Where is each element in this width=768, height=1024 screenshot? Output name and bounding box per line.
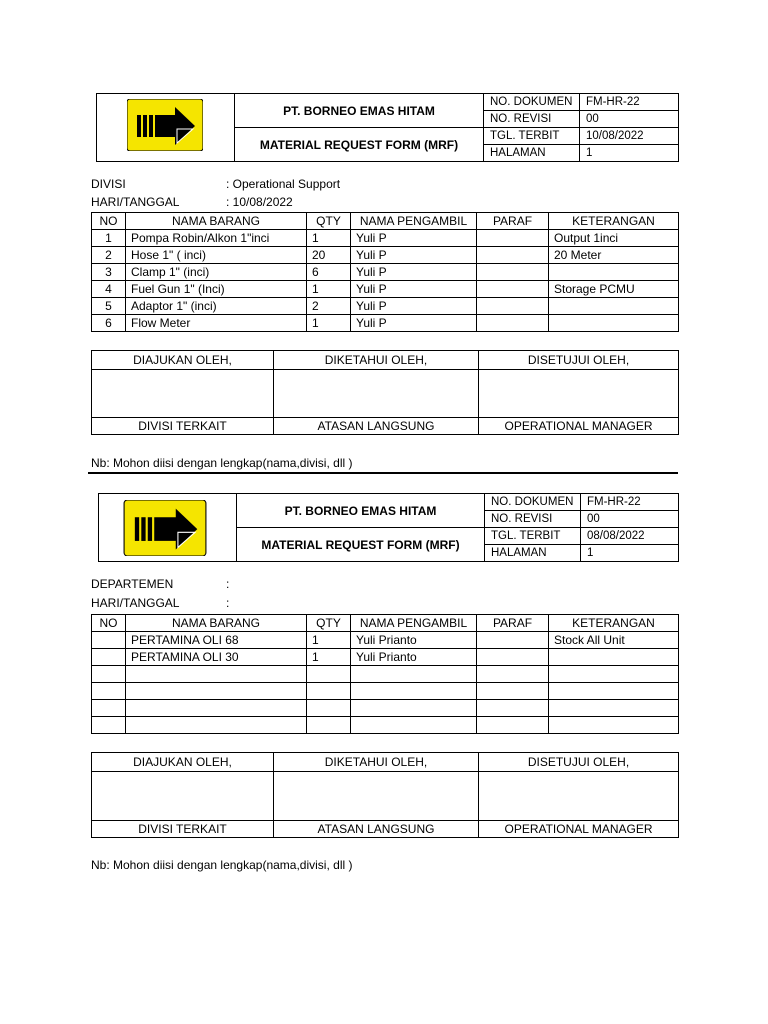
column-header: NO [92,615,126,632]
meta-value: 10/08/2022 [580,128,679,145]
signature-table [91,752,679,838]
table-row [92,315,679,332]
cell-note [549,666,679,683]
cell-no: 3 [92,264,126,281]
form-separator [88,472,678,474]
column-header: QTY [307,213,351,230]
cell-note [549,264,679,281]
cell-item: Pompa Robin/Alkon 1"inci [126,230,307,247]
cell-qty: 1 [307,281,351,298]
form-note: Nb: Mohon diisi dengan lengkap(nama,divisi, dll ) [91,456,353,470]
signature-space [479,370,679,418]
cell-item: Adaptor 1" (inci) [126,298,307,315]
info-label: HARI/TANGGAL [91,596,180,610]
cell-taker: Yuli P [351,247,477,264]
signature-role: OPERATIONAL MANAGER [479,821,679,838]
logo-cell [99,494,237,562]
cell-note [549,298,679,315]
signature-role: DIVISI TERKAIT [92,821,274,838]
cell-item: PERTAMINA OLI 68 [126,632,307,649]
cell-qty: 1 [307,649,351,666]
meta-value: 08/08/2022 [581,528,679,545]
cell-note [549,683,679,700]
table-row [92,683,679,700]
cell-no [92,632,126,649]
cell-no: 5 [92,298,126,315]
cell-note: Stock All Unit [549,632,679,649]
cell-item: Fuel Gun 1" (Inci) [126,281,307,298]
cell-item: Clamp 1" (inci) [126,264,307,281]
cell-paraf [477,700,549,717]
signature-role: ATASAN LANGSUNG [274,821,479,838]
form-title: MATERIAL REQUEST FORM (MRF) [235,128,484,162]
cell-no: 1 [92,230,126,247]
info-label: DEPARTEMEN [91,577,174,591]
signature-space [479,772,679,821]
cell-no [92,700,126,717]
column-header: KETERANGAN [549,615,679,632]
cell-taker [351,700,477,717]
cell-paraf [477,666,549,683]
company-name: PT. BORNEO EMAS HITAM [235,94,484,128]
table-row [92,298,679,315]
cell-taker [351,717,477,734]
cell-taker: Yuli Prianto [351,649,477,666]
cell-item: Flow Meter [126,315,307,332]
form-note: Nb: Mohon diisi dengan lengkap(nama,divisi, dll ) [91,858,353,872]
company-logo-icon [123,500,207,556]
meta-value: 1 [580,145,679,162]
cell-qty [307,666,351,683]
cell-paraf [477,298,549,315]
cell-note [549,649,679,666]
cell-paraf [477,264,549,281]
meta-label: NO. REVISI [485,511,581,528]
cell-paraf [477,247,549,264]
table-row [92,717,679,734]
table-row [92,666,679,683]
cell-qty: 1 [307,315,351,332]
table-header-row [92,615,679,632]
cell-qty: 1 [307,632,351,649]
signature-header: DISETUJUI OLEH, [479,351,679,370]
signature-header: DIAJUKAN OLEH, [92,351,274,370]
cell-no [92,683,126,700]
signature-space [92,772,274,821]
cell-no: 6 [92,315,126,332]
meta-label: TGL. TERBIT [484,128,580,145]
column-header: QTY [307,615,351,632]
meta-label: NO. DOKUMEN [485,494,581,511]
column-header: NO [92,213,126,230]
cell-item [126,666,307,683]
cell-paraf [477,315,549,332]
table-row [92,632,679,649]
cell-taker: Yuli P [351,264,477,281]
info-value: : 10/08/2022 [226,195,293,209]
meta-value: FM-HR-22 [580,94,679,111]
info-value: : [226,596,230,610]
table-row [92,230,679,247]
cell-no [92,666,126,683]
info-label: HARI/TANGGAL [91,195,180,209]
signature-header: DIAJUKAN OLEH, [92,753,274,772]
table-header-row [92,213,679,230]
table-row [92,247,679,264]
items-table [91,212,679,332]
meta-label: HALAMAN [484,145,580,162]
meta-value: FM-HR-22 [581,494,679,511]
cell-qty [307,717,351,734]
cell-taker [351,683,477,700]
signature-header: DIKETAHUI OLEH, [274,351,479,370]
cell-paraf [477,230,549,247]
cell-qty [307,683,351,700]
cell-paraf [477,632,549,649]
info-value: : Operational Support [226,177,341,191]
cell-taker: Yuli Prianto [351,632,477,649]
signature-table [91,350,679,435]
column-header: PARAF [477,213,549,230]
cell-item [126,683,307,700]
company-name: PT. BORNEO EMAS HITAM [237,494,485,528]
column-header: PARAF [477,615,549,632]
cell-taker: Yuli P [351,230,477,247]
cell-qty: 1 [307,230,351,247]
meta-value: 00 [581,511,679,528]
cell-note [549,717,679,734]
cell-qty: 20 [307,247,351,264]
cell-item [126,717,307,734]
cell-taker: Yuli P [351,298,477,315]
info-value: : [226,577,230,591]
form-header [96,93,679,162]
form-title: MATERIAL REQUEST FORM (MRF) [237,528,485,562]
column-header: NAMA BARANG [126,615,307,632]
column-header: KETERANGAN [549,213,679,230]
signature-header: DIKETAHUI OLEH, [274,753,479,772]
form-header [98,493,679,562]
cell-paraf [477,717,549,734]
cell-taker [351,666,477,683]
cell-item: PERTAMINA OLI 30 [126,649,307,666]
cell-qty: 2 [307,298,351,315]
cell-no: 4 [92,281,126,298]
cell-no: 2 [92,247,126,264]
cell-no [92,717,126,734]
cell-note: Storage PCMU [549,281,679,298]
meta-value: 1 [581,545,679,562]
cell-qty [307,700,351,717]
cell-item [126,700,307,717]
signature-role: DIVISI TERKAIT [92,418,274,435]
meta-label: HALAMAN [485,545,581,562]
meta-value: 00 [580,111,679,128]
table-row [92,264,679,281]
company-logo-icon [127,99,203,151]
cell-item: Hose 1" ( inci) [126,247,307,264]
signature-space [274,370,479,418]
cell-taker: Yuli P [351,315,477,332]
cell-paraf [477,281,549,298]
column-header: NAMA BARANG [126,213,307,230]
table-row [92,700,679,717]
column-header: NAMA PENGAMBIL [351,615,477,632]
meta-label: NO. REVISI [484,111,580,128]
cell-no [92,649,126,666]
signature-space [92,370,274,418]
table-row [92,649,679,666]
info-label: DIVISI [91,177,126,191]
meta-label: NO. DOKUMEN [484,94,580,111]
logo-cell [97,94,235,162]
signature-space [274,772,479,821]
signature-role: ATASAN LANGSUNG [274,418,479,435]
cell-qty: 6 [307,264,351,281]
table-row [92,281,679,298]
meta-label: TGL. TERBIT [485,528,581,545]
signature-header: DISETUJUI OLEH, [479,753,679,772]
cell-note: 20 Meter [549,247,679,264]
cell-note: Output 1inci [549,230,679,247]
cell-note [549,700,679,717]
column-header: NAMA PENGAMBIL [351,213,477,230]
signature-role: OPERATIONAL MANAGER [479,418,679,435]
cell-paraf [477,683,549,700]
items-table [91,614,679,734]
cell-note [549,315,679,332]
cell-taker: Yuli P [351,281,477,298]
cell-paraf [477,649,549,666]
